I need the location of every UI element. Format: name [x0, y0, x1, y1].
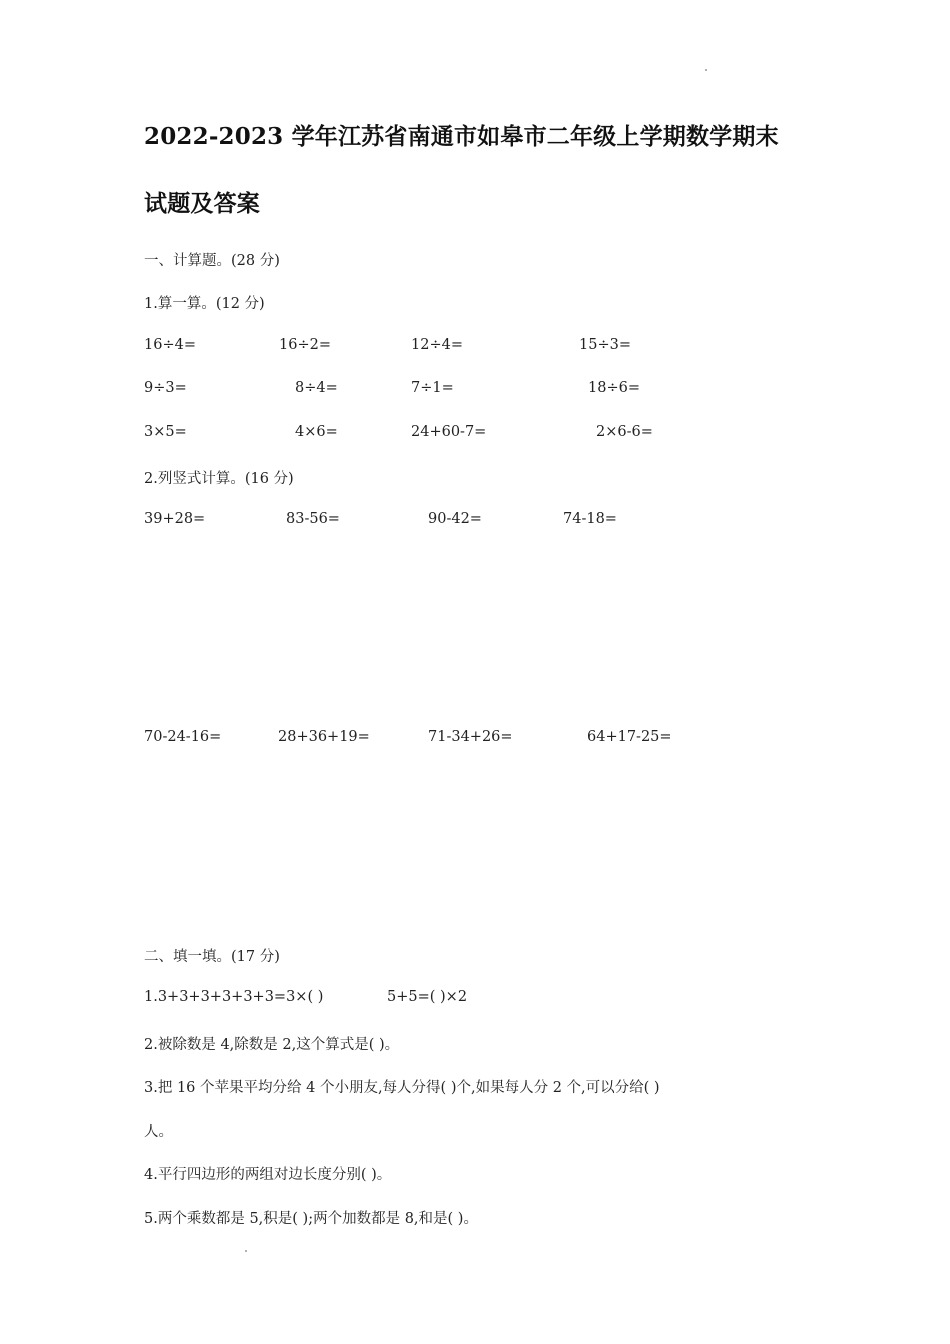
q1-expr: 16÷2= [279, 337, 331, 353]
fill-item-5: 5.两个乘数都是 5,积是( );两个加数都是 8,和是( )。 [144, 1211, 478, 1227]
q1-expr: 3×5= [144, 424, 187, 440]
fill-item-2: 2.被除数是 4,除数是 2,这个算式是( )。 [144, 1037, 400, 1053]
section2-heading: 二、填一填。(17 分) [144, 949, 280, 965]
fill-item-3-continuation: 人。 [144, 1124, 173, 1140]
q1-expr: 15÷3= [579, 337, 631, 353]
q2-expr: 83-56= [286, 511, 340, 527]
q2-expr: 28+36+19= [278, 729, 370, 745]
fill-item-1a: 1.3+3+3+3+3+3=3×( ) [144, 989, 324, 1005]
fill-item-3: 3.把 16 个苹果平均分给 4 个小朋友,每人分得( )个,如果每人分 2 个,可以分给( ) [144, 1080, 660, 1096]
page-title-line2: 试题及答案 [144, 190, 260, 217]
q1-expr: 12÷4= [411, 337, 463, 353]
q2-expr: 64+17-25= [587, 729, 672, 745]
q1-expr: 2×6-6= [596, 424, 653, 440]
q1-expr: 4×6= [295, 424, 338, 440]
speck-bottom [245, 1250, 247, 1252]
page-title-line1: 2022-2023 学年江苏省南通市如皋市二年级上学期数学期末 [144, 123, 779, 150]
q1-expr: 7÷1= [411, 380, 454, 396]
q1-expr: 24+60-7= [411, 424, 487, 440]
q2-expr: 70-24-16= [144, 729, 222, 745]
q2-expr: 39+28= [144, 511, 206, 527]
q1-expr: 8÷4= [295, 380, 338, 396]
q1-expr: 9÷3= [144, 380, 187, 396]
q1-expr: 16÷4= [144, 337, 196, 353]
q2-expr: 90-42= [428, 511, 482, 527]
q1-label: 1.算一算。(12 分) [144, 296, 265, 312]
fill-item-1b: 5+5=( )×2 [387, 989, 468, 1005]
fill-item-4: 4.平行四边形的两组对边长度分别( )。 [144, 1167, 392, 1183]
speck-top [705, 69, 707, 71]
section1-heading: 一、计算题。(28 分) [144, 253, 280, 269]
q2-label: 2.列竖式计算。(16 分) [144, 471, 294, 487]
q1-expr: 18÷6= [588, 380, 640, 396]
q2-expr: 74-18= [563, 511, 617, 527]
q2-expr: 71-34+26= [428, 729, 513, 745]
